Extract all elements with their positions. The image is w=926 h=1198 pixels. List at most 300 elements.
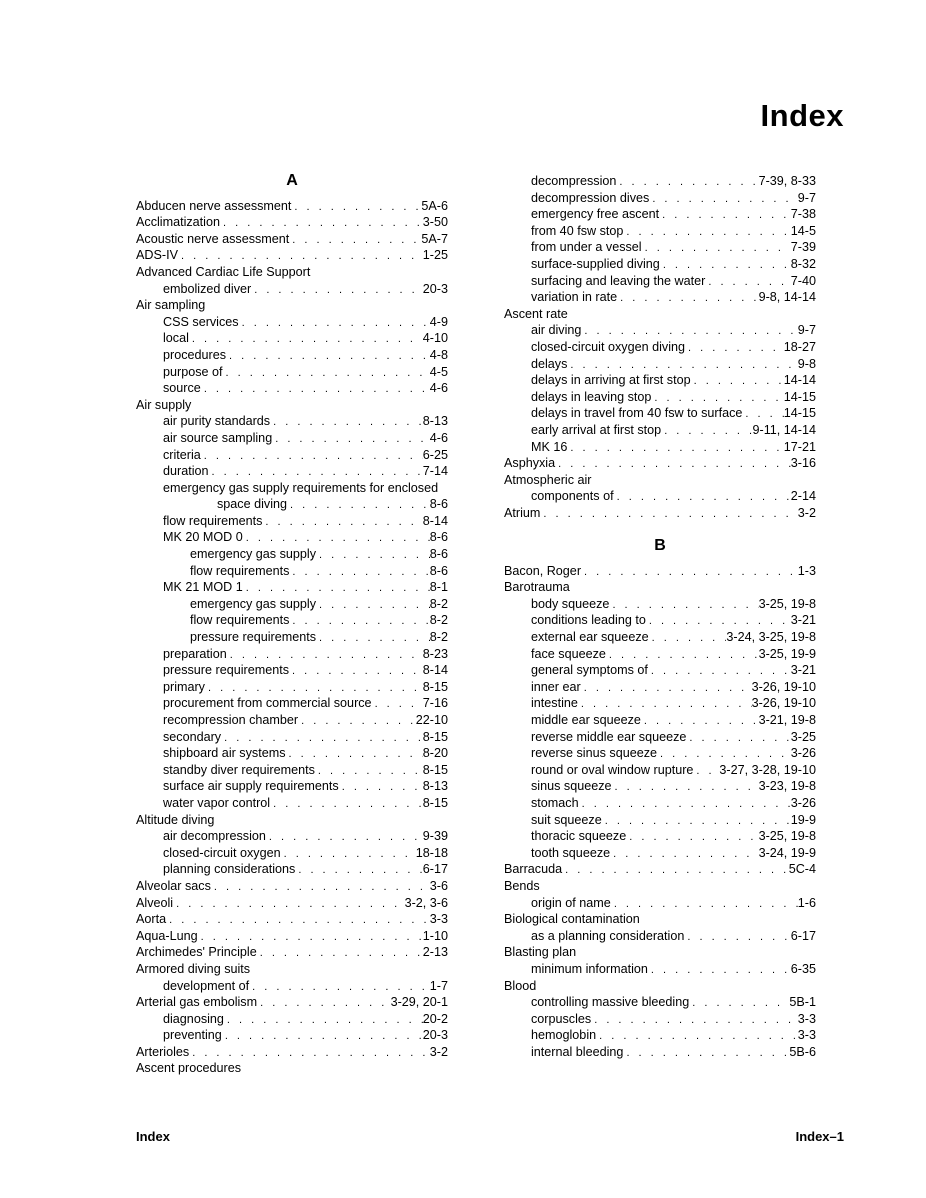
index-entry	[504, 994, 816, 1011]
dot-leader	[581, 323, 797, 339]
page-reference: 5C-4	[788, 862, 816, 877]
page-reference: 3-6	[429, 878, 448, 893]
index-entry	[136, 911, 448, 928]
page-reference: 4-10	[422, 331, 448, 346]
page-reference: 9-7	[797, 190, 816, 205]
index-term: secondary	[163, 729, 222, 744]
page-reference: 8-13	[422, 779, 448, 794]
index-term: preparation	[163, 646, 227, 661]
page-title: Index	[760, 98, 844, 133]
index-entry	[504, 795, 816, 812]
index-entry	[504, 563, 816, 580]
page-reference: 7-39	[790, 240, 816, 255]
index-entry	[504, 579, 816, 596]
index-term: Atrium	[504, 505, 541, 520]
index-entry	[136, 281, 448, 298]
index-term: reverse middle ear squeeze	[531, 729, 687, 744]
page-reference: 1-25	[422, 248, 448, 263]
index-entry	[504, 828, 816, 845]
index-entry	[504, 356, 816, 373]
dot-leader	[223, 365, 430, 381]
index-term: development of	[163, 978, 250, 993]
index-entry	[504, 339, 816, 356]
index-term: MK 20 MOD 0	[163, 530, 243, 545]
page-reference: 3-26	[790, 746, 816, 761]
dot-leader	[291, 199, 421, 215]
index-entry	[504, 439, 816, 456]
page-reference: 3-21	[790, 613, 816, 628]
index-entry	[504, 845, 816, 862]
index-term: stomach	[531, 795, 579, 810]
dot-leader	[661, 423, 752, 439]
dot-leader	[648, 962, 791, 978]
index-term: procedures	[163, 347, 227, 362]
index-entry	[504, 173, 816, 190]
index-entry	[136, 430, 448, 447]
index-entry	[136, 529, 448, 546]
dot-leader	[295, 862, 422, 878]
page-reference: 8-6	[429, 547, 448, 562]
dot-leader	[691, 373, 784, 389]
entries-list-a-left	[136, 198, 448, 1077]
page-reference: 3-23, 19-8	[758, 779, 816, 794]
index-column-left	[136, 173, 448, 1077]
section-gap	[504, 521, 816, 538]
index-entry	[136, 629, 448, 646]
dot-leader	[270, 414, 423, 430]
dot-leader	[626, 829, 758, 845]
index-entry	[136, 563, 448, 580]
index-entry	[136, 1011, 448, 1028]
dot-leader	[646, 613, 791, 629]
index-term: external ear squeeze	[531, 630, 649, 645]
dot-leader	[281, 846, 416, 862]
page-reference: 19-9	[790, 812, 816, 827]
index-entry	[504, 505, 816, 522]
page-reference: 3-50	[422, 215, 448, 230]
page-reference: 3-25, 19-8	[758, 596, 816, 611]
dot-leader	[596, 1028, 798, 1044]
page-reference: 2-14	[790, 489, 816, 504]
index-entry	[136, 729, 448, 746]
index-term: early arrival at first stop	[531, 422, 662, 437]
dot-leader	[286, 746, 423, 762]
index-entry	[504, 944, 816, 961]
index-term: Alveoli	[136, 895, 174, 910]
dot-leader	[611, 896, 798, 912]
dot-leader	[641, 713, 759, 729]
index-term: purpose of	[163, 364, 223, 379]
dot-leader	[289, 613, 429, 629]
index-entry	[136, 579, 448, 596]
page-reference: 3-29, 20-1	[390, 995, 448, 1010]
index-entry	[136, 861, 448, 878]
index-term: standby diver requirements	[163, 762, 315, 777]
index-entry	[136, 247, 448, 264]
dot-leader	[316, 630, 430, 646]
index-entry	[504, 629, 816, 646]
page-reference: 7-39, 8-33	[758, 174, 816, 188]
index-entry	[504, 239, 816, 256]
index-term: air source sampling	[163, 430, 273, 445]
index-entry	[136, 214, 448, 231]
footer-page-number: Index–1	[795, 1129, 844, 1144]
dot-leader	[610, 846, 758, 862]
index-entry	[136, 712, 448, 729]
index-entry	[136, 795, 448, 812]
page-reference: 5A-6	[421, 198, 448, 213]
page-reference: 8-2	[429, 613, 448, 628]
dot-leader	[659, 207, 791, 223]
page-reference: 3-21	[790, 663, 816, 678]
index-term: hemoglobin	[531, 1028, 597, 1043]
dot-leader	[581, 564, 798, 580]
dot-leader	[257, 945, 423, 961]
index-term: conditions leading to	[531, 613, 646, 628]
dot-leader	[289, 564, 429, 580]
dot-leader	[686, 730, 790, 746]
dot-leader	[226, 348, 430, 364]
page-reference: 1-6	[797, 895, 816, 910]
dot-leader	[339, 779, 423, 795]
dot-leader	[224, 1012, 423, 1028]
index-entry	[504, 389, 816, 406]
page-reference: 6-35	[790, 961, 816, 976]
index-term: Altitude diving	[136, 812, 215, 827]
index-term: MK 21 MOD 1	[163, 580, 243, 595]
index-term: primary	[163, 679, 205, 694]
index-term: Bacon, Roger	[504, 563, 582, 578]
dot-leader	[262, 514, 422, 530]
page-reference: 4-6	[429, 381, 448, 396]
page-reference: 18-27	[783, 339, 816, 354]
index-entry	[136, 845, 448, 862]
index-term: Alveolar sacs	[136, 878, 211, 893]
index-term: flow requirements	[190, 563, 290, 578]
page-reference: 8-15	[422, 679, 448, 694]
page-reference: 20-3	[422, 1028, 448, 1043]
index-entry	[136, 662, 448, 679]
page-reference: 8-13	[422, 414, 448, 429]
index-term: Archimedes' Principle	[136, 945, 257, 960]
dot-leader	[555, 456, 791, 472]
page-reference: 8-1	[429, 580, 448, 595]
index-entry	[504, 289, 816, 306]
index-term: ADS-IV	[136, 248, 178, 263]
index-entry	[504, 372, 816, 389]
index-entry	[136, 928, 448, 945]
index-entry	[504, 206, 816, 223]
index-entry	[504, 596, 816, 613]
page-reference: 3-3	[797, 1011, 816, 1026]
page-reference: 14-15	[783, 389, 816, 404]
index-entry	[504, 306, 816, 323]
index-entry	[504, 322, 816, 339]
index-entry	[504, 778, 816, 795]
index-term: emergency gas supply	[190, 596, 317, 611]
page-reference: 3-24, 19-9	[758, 845, 816, 860]
page-reference: 8-23	[422, 646, 448, 661]
index-term: tooth squeeze	[531, 845, 611, 860]
index-term: Armored diving suits	[136, 961, 251, 976]
dot-leader	[602, 813, 791, 829]
index-term: embolized diver	[163, 281, 252, 296]
section-gap	[504, 555, 816, 563]
index-entry	[136, 978, 448, 995]
page-reference: 14-14	[783, 373, 816, 388]
page-reference: 6-25	[422, 447, 448, 462]
index-term: Air sampling	[136, 298, 206, 313]
index-term: surface-supplied diving	[531, 256, 660, 271]
index-term: Aorta	[136, 912, 167, 927]
index-entry	[136, 297, 448, 314]
section-heading-a: A	[286, 172, 298, 189]
index-term: general symptoms of	[531, 663, 648, 678]
page-reference: 8-2	[429, 630, 448, 645]
dot-leader	[315, 763, 423, 779]
dot-leader	[540, 506, 797, 522]
dot-leader	[562, 862, 789, 878]
index-term: decompression	[531, 174, 617, 188]
index-term: as a planning consideration	[531, 928, 685, 943]
dot-leader	[198, 929, 423, 945]
page-reference: 1-10	[422, 928, 448, 943]
index-term: shipboard air systems	[163, 746, 286, 761]
page-reference: 3-25	[790, 729, 816, 744]
page-reference: 20-3	[422, 281, 448, 296]
page-reference: 8-32	[790, 256, 816, 271]
dot-leader	[705, 274, 790, 290]
entries-list-b	[504, 563, 816, 1061]
index-entry	[136, 513, 448, 530]
page-reference: 5A-7	[421, 231, 448, 246]
page-reference: 3-3	[797, 1028, 816, 1043]
page-reference: 8-6	[429, 497, 448, 512]
index-entry	[504, 472, 816, 489]
dot-leader	[581, 680, 752, 696]
index-term: water vapor control	[163, 795, 271, 810]
dot-leader	[289, 663, 423, 679]
dot-leader	[657, 746, 791, 762]
index-entry	[504, 256, 816, 273]
page-reference: 3-25, 19-9	[758, 646, 816, 661]
page-reference: 9-8	[797, 356, 816, 371]
dot-leader	[201, 381, 430, 397]
index-entry	[504, 273, 816, 290]
page-reference: 1-7	[429, 978, 448, 993]
index-entry	[504, 646, 816, 663]
dot-leader	[289, 232, 421, 248]
index-term: criteria	[163, 447, 201, 462]
index-entry	[504, 745, 816, 762]
index-entry	[504, 695, 816, 712]
index-term: emergency free ascent	[531, 207, 660, 222]
page-reference: 1-3	[797, 563, 816, 578]
index-term: Arterioles	[136, 1044, 190, 1059]
page-reference: 3-26	[790, 795, 816, 810]
index-entry	[136, 397, 448, 414]
index-entry	[504, 488, 816, 505]
index-term: delays in leaving stop	[531, 389, 652, 404]
index-entry	[136, 231, 448, 248]
index-term: controlling massive bleeding	[531, 995, 690, 1010]
page-reference: 9-8, 14-14	[758, 290, 816, 305]
dot-leader	[648, 663, 791, 679]
dot-leader	[316, 597, 430, 613]
index-entry	[504, 928, 816, 945]
index-term: closed-circuit oxygen diving	[531, 339, 685, 354]
dot-leader	[623, 1045, 789, 1061]
index-term: face squeeze	[531, 646, 606, 661]
dot-leader	[689, 995, 789, 1011]
dot-leader	[567, 440, 783, 456]
index-entry	[136, 1027, 448, 1044]
dot-leader	[173, 896, 404, 912]
page-reference: 3-27, 3-28, 19-10	[719, 762, 816, 777]
dot-leader	[272, 431, 430, 447]
index-term: internal bleeding	[531, 1044, 624, 1059]
index-entry	[136, 1060, 448, 1077]
index-entry	[136, 347, 448, 364]
page-reference: 8-6	[429, 563, 448, 578]
index-entry	[504, 729, 816, 746]
page-reference: 7-38	[790, 207, 816, 222]
page-reference: 3-2	[429, 1044, 448, 1059]
section-heading-b: B	[654, 537, 666, 555]
index-term: components of	[531, 489, 614, 504]
index-entry	[136, 695, 448, 712]
dot-leader	[591, 1012, 798, 1028]
index-entry	[136, 447, 448, 464]
index-term: body squeeze	[531, 596, 610, 611]
index-term: Ascent procedures	[136, 1061, 242, 1076]
page-reference: 3-2, 3-6	[404, 895, 448, 910]
page-reference: 8-14	[422, 663, 448, 678]
dot-leader	[221, 730, 423, 746]
dot-leader	[270, 796, 423, 812]
page-reference: 8-6	[429, 530, 448, 545]
index-entry	[136, 198, 448, 215]
index-term: origin of name	[531, 895, 611, 910]
index-entry	[504, 405, 816, 422]
dot-leader	[651, 390, 783, 406]
index-column-right	[504, 173, 816, 1060]
page-reference: 3-24, 3-25, 19-8	[726, 630, 816, 645]
section-gap	[136, 190, 448, 198]
page-reference: 4-5	[429, 364, 448, 379]
page-reference: 8-15	[422, 795, 448, 810]
page-reference: 6-17	[790, 928, 816, 943]
index-entry	[504, 223, 816, 240]
dot-leader	[243, 530, 430, 546]
index-term: duration	[163, 464, 209, 479]
dot-leader	[298, 713, 416, 729]
index-term: Blood	[504, 978, 537, 993]
index-entry	[136, 812, 448, 829]
index-term: Asphyxia	[504, 456, 556, 471]
index-term: delays in travel from 40 fsw to surface	[531, 406, 743, 421]
footer-section-label: Index	[136, 1129, 170, 1144]
dot-leader	[742, 406, 783, 422]
dot-leader	[578, 696, 752, 712]
index-entry	[136, 828, 448, 845]
dot-leader	[266, 829, 423, 845]
index-entry	[504, 662, 816, 679]
page-reference: 3-25, 19-8	[758, 829, 816, 844]
index-entry	[504, 190, 816, 207]
index-entry	[136, 330, 448, 347]
index-term: Blasting plan	[504, 945, 577, 960]
index-term: corpuscles	[531, 1011, 592, 1026]
index-term: closed-circuit oxygen	[163, 845, 281, 860]
dot-leader	[649, 191, 797, 207]
page-reference: 7-14	[422, 464, 448, 479]
index-entry	[136, 778, 448, 795]
page-reference: 14-15	[783, 406, 816, 421]
dot-leader	[287, 497, 430, 513]
index-entry	[504, 961, 816, 978]
page-reference: 4-6	[429, 430, 448, 445]
index-entry	[136, 496, 448, 513]
index-term: source	[163, 381, 201, 396]
index-entry	[136, 546, 448, 563]
index-entry	[504, 1027, 816, 1044]
dot-leader	[606, 647, 759, 663]
dot-leader	[609, 597, 758, 613]
dot-leader	[617, 290, 758, 306]
dot-leader	[623, 224, 790, 240]
index-term: Bends	[504, 878, 540, 893]
dot-leader	[243, 580, 430, 596]
index-term: pressure requirements	[163, 663, 289, 678]
index-term: Biological contamination	[504, 912, 640, 927]
index-term: minimum information	[531, 961, 648, 976]
dot-leader	[579, 796, 791, 812]
page-reference: 4-9	[429, 314, 448, 329]
index-term: variation in rate	[531, 290, 618, 305]
page-reference: 2-13	[422, 945, 448, 960]
index-term: Ascent rate	[504, 306, 568, 321]
index-term: thoracic squeeze	[531, 829, 627, 844]
page-reference: 17-21	[783, 439, 816, 454]
dot-leader	[220, 215, 423, 231]
index-entry	[504, 895, 816, 912]
index-term: suit squeeze	[531, 812, 602, 827]
index-entry	[136, 878, 448, 895]
dot-leader	[649, 630, 727, 646]
index-entry	[136, 480, 448, 497]
page-reference: 3-21, 19-8	[758, 713, 816, 727]
index-term: air diving	[531, 323, 582, 338]
index-term: delays	[531, 356, 568, 371]
index-entry	[504, 679, 816, 696]
index-term: local	[163, 331, 189, 346]
index-entry	[136, 994, 448, 1011]
index-term: sinus squeeze	[531, 779, 612, 794]
index-term: Arterial gas embolism	[136, 995, 258, 1010]
index-entry	[504, 712, 816, 729]
page-reference: 8-2	[429, 596, 448, 611]
dot-leader	[205, 680, 423, 696]
index-entry	[504, 861, 816, 878]
index-entry	[136, 314, 448, 331]
page-reference: 20-2	[422, 1011, 448, 1026]
index-term: preventing	[163, 1028, 222, 1043]
dot-leader	[178, 248, 423, 264]
index-term: air decompression	[163, 829, 266, 844]
index-entry	[136, 612, 448, 629]
page-reference: 8-15	[422, 762, 448, 777]
